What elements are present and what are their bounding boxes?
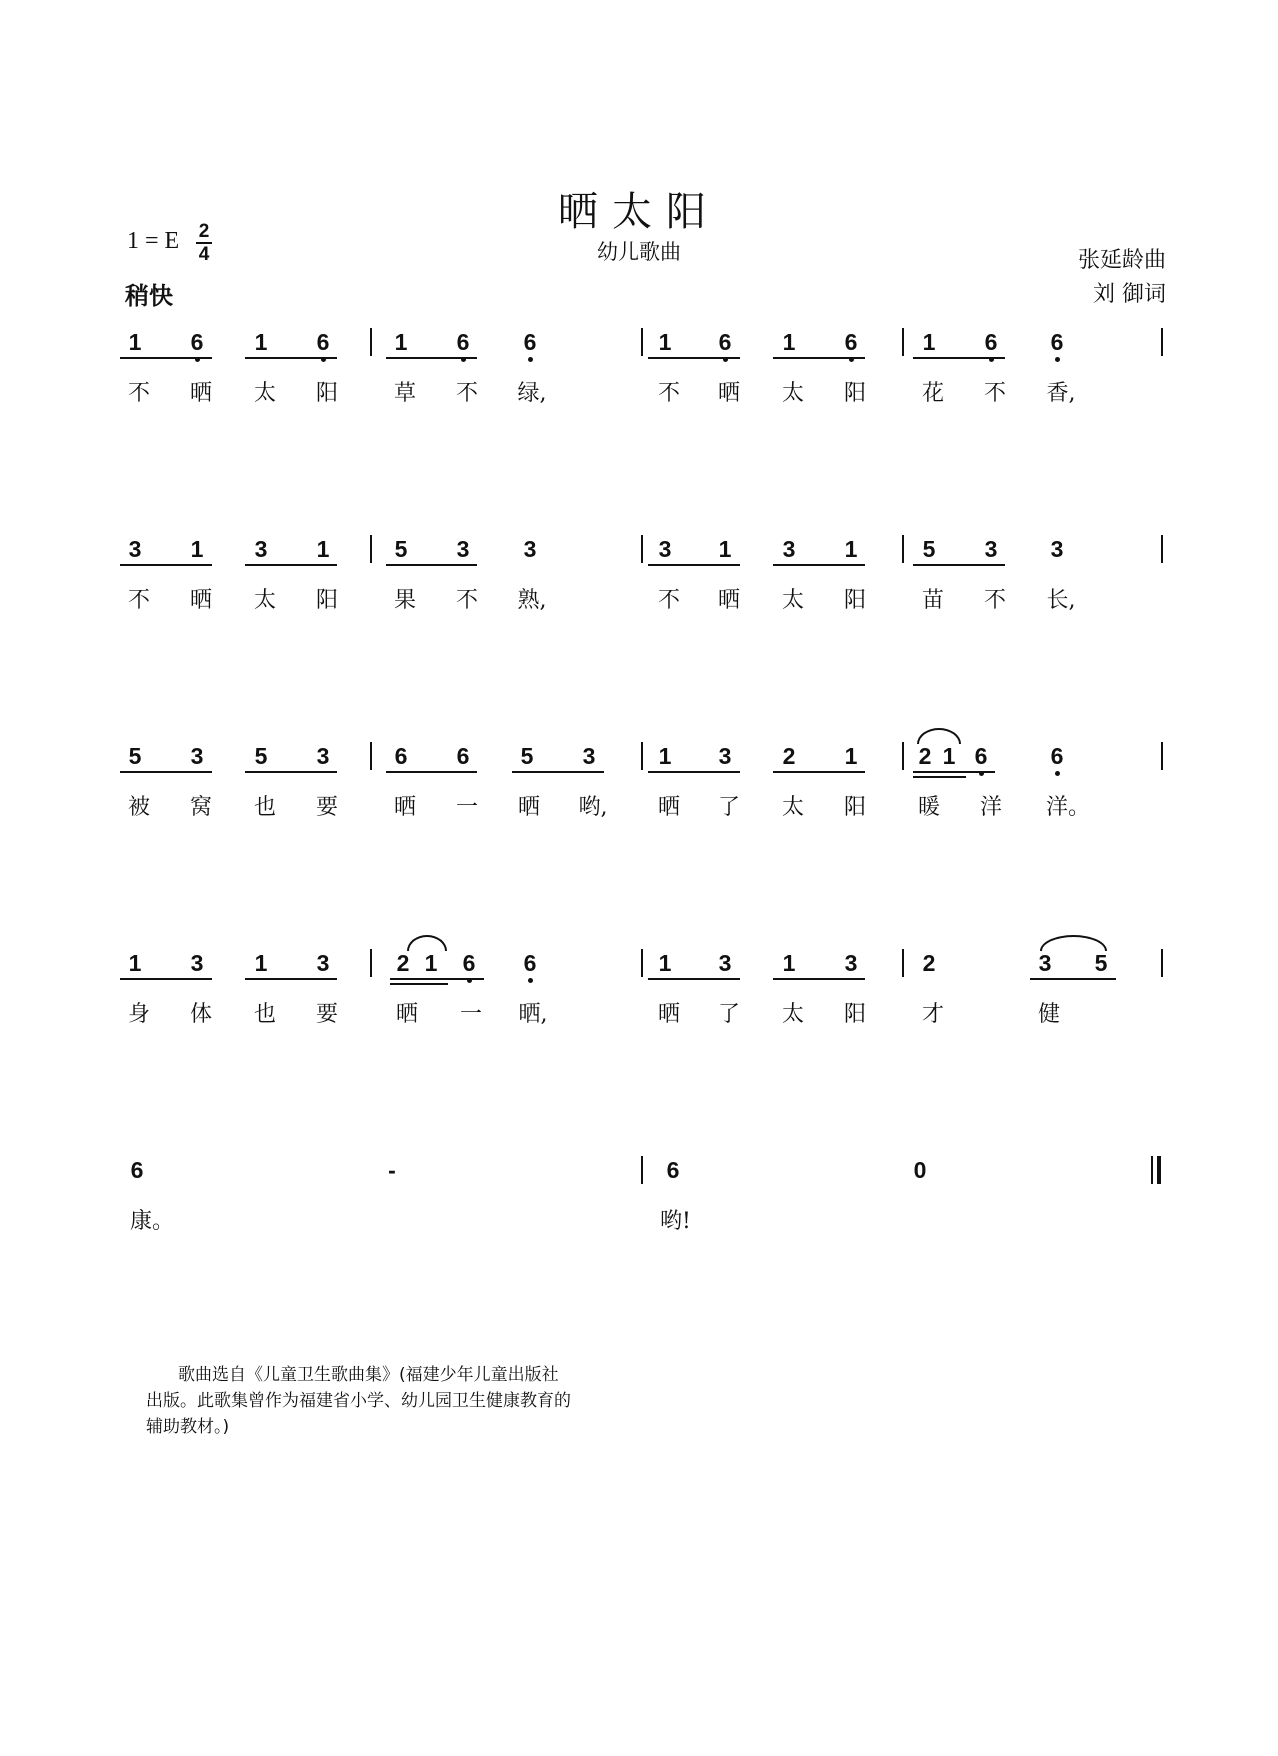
- final-barline-thin: [1151, 1156, 1153, 1184]
- barline: [902, 535, 904, 563]
- note: 3: [254, 536, 268, 562]
- barline: [1161, 949, 1163, 977]
- lyric-syllable: 花: [921, 381, 944, 406]
- note: 3: [190, 950, 204, 976]
- note: 1: [254, 329, 268, 355]
- tie-arc: [1040, 935, 1107, 951]
- lyric-syllable: 太: [253, 381, 276, 406]
- note: 3: [844, 950, 858, 976]
- barline: [641, 535, 643, 563]
- lyric-syllable: 要: [315, 795, 338, 820]
- lyricist-credit: 刘 御词: [1093, 282, 1166, 307]
- lyric-syllable: 体: [189, 1002, 212, 1027]
- eighth-beam: [120, 357, 212, 359]
- note: 1: [844, 536, 858, 562]
- note: 6: [666, 1157, 680, 1183]
- tie-arc: [407, 935, 447, 951]
- barline: [641, 949, 643, 977]
- note: 3: [456, 536, 470, 562]
- lyric-syllable: 阳: [843, 795, 866, 820]
- note: 5: [394, 536, 408, 562]
- lyric-syllable: 要: [315, 1002, 338, 1027]
- tempo-marking: 稍快: [125, 282, 173, 310]
- note: 5: [128, 743, 142, 769]
- footnote-line-1: 歌曲选自《儿童卫生歌曲集》(福建少年儿童出版社: [178, 1365, 559, 1385]
- note: 1: [394, 329, 408, 355]
- lyric-syllable: 窝: [189, 795, 212, 820]
- barline: [641, 1156, 643, 1184]
- note: 3: [782, 536, 796, 562]
- eighth-beam: [773, 771, 865, 773]
- lyric-syllable: 太: [781, 795, 804, 820]
- note: 1: [844, 743, 858, 769]
- lyric-syllable: 阳: [843, 588, 866, 613]
- eighth-beam: [245, 978, 337, 980]
- lyric-syllable: 了: [717, 1002, 740, 1027]
- lyric-syllable: 阳: [315, 381, 338, 406]
- lyric-syllable: 苗: [921, 588, 944, 613]
- lyric-syllable: 洋: [979, 795, 1002, 820]
- lyric-syllable: 晒: [657, 795, 680, 820]
- lyric-syllable: 健: [1037, 1002, 1060, 1027]
- note: 6: [394, 743, 408, 769]
- note: 3: [1038, 950, 1052, 976]
- note: 2: [782, 743, 796, 769]
- barline: [370, 535, 372, 563]
- note: 6: [456, 743, 470, 769]
- lyric-syllable: 晒: [517, 795, 540, 820]
- note: 1: [658, 950, 672, 976]
- lyric-syllable: 晒: [657, 1002, 680, 1027]
- composer-credit: 张延龄曲: [1077, 248, 1166, 273]
- lyric-syllable: 太: [781, 1002, 804, 1027]
- barline: [370, 742, 372, 770]
- note: 1: [424, 950, 438, 976]
- song-title: 晒太阳: [558, 189, 720, 235]
- song-subtitle: 幼儿歌曲: [597, 240, 681, 264]
- lyric-syllable: 阳: [315, 588, 338, 613]
- note: 1: [658, 329, 672, 355]
- eighth-beam: [773, 357, 865, 359]
- lyric-syllable: 不: [983, 588, 1006, 613]
- note: 3: [582, 743, 596, 769]
- sixteenth-beam: [913, 776, 966, 778]
- eighth-beam: [512, 771, 604, 773]
- lyric-syllable: 晒: [717, 381, 740, 406]
- lyric-syllable: 康。: [130, 1209, 175, 1234]
- lyric-syllable: 不: [657, 381, 680, 406]
- lyric-syllable: 洋。: [1046, 795, 1091, 820]
- note: 1: [190, 536, 204, 562]
- lyric-syllable: 哟!: [660, 1209, 691, 1234]
- eighth-beam: [120, 564, 212, 566]
- time-signature: [196, 222, 212, 264]
- lyric-syllable: 也: [253, 1002, 276, 1027]
- time-signature-top: 2: [198, 221, 210, 242]
- eighth-beam: [386, 564, 477, 566]
- eighth-beam: [913, 564, 1005, 566]
- lyric-syllable: 被: [127, 795, 150, 820]
- note: 1: [128, 329, 142, 355]
- barline: [902, 742, 904, 770]
- eighth-beam: [773, 978, 865, 980]
- lyric-syllable: 太: [781, 381, 804, 406]
- lyric-syllable: 才: [921, 1002, 944, 1027]
- lyric-syllable: 果: [393, 588, 416, 613]
- lyric-syllable: 晒: [189, 381, 212, 406]
- note: 3: [718, 950, 732, 976]
- lyric-syllable: 熟,: [517, 588, 547, 613]
- barline: [902, 328, 904, 356]
- note: 5: [1094, 950, 1108, 976]
- octave-dot: [1055, 357, 1060, 362]
- note: 5: [520, 743, 534, 769]
- octave-dot: [1055, 771, 1060, 776]
- note: 3: [316, 743, 330, 769]
- eighth-beam: [648, 978, 740, 980]
- barline: [641, 328, 643, 356]
- footnote-line-3: 辅助教材。): [146, 1417, 230, 1437]
- note: 6: [971, 744, 991, 768]
- eighth-beam: [120, 771, 212, 773]
- key-signature: 1 = E: [127, 228, 180, 254]
- lyric-syllable: 太: [253, 588, 276, 613]
- note: 1: [316, 536, 330, 562]
- footnote-line-2: 出版。此歌集曾作为福建省小学、幼儿园卫生健康教育的: [146, 1391, 571, 1411]
- lyric-syllable: 也: [253, 795, 276, 820]
- lyric-syllable: 长,: [1046, 588, 1076, 613]
- barline: [1161, 328, 1163, 356]
- octave-dot: [528, 978, 533, 983]
- note: 6: [130, 1157, 144, 1183]
- eighth-beam: [386, 771, 477, 773]
- eighth-beam: [913, 357, 1005, 359]
- barline: [370, 949, 372, 977]
- note: 6: [459, 951, 479, 975]
- tie-arc: [917, 728, 961, 744]
- note: 3: [1050, 536, 1064, 562]
- lyric-syllable: 不: [127, 588, 150, 613]
- note: 1: [658, 743, 672, 769]
- barline: [1161, 535, 1163, 563]
- note: 3: [128, 536, 142, 562]
- note: 5: [922, 536, 936, 562]
- lyric-syllable: 阳: [843, 1002, 866, 1027]
- lyric-syllable: 香,: [1046, 381, 1076, 406]
- lyric-syllable: 不: [455, 381, 478, 406]
- eighth-beam: [120, 978, 212, 980]
- eighth-beam: [773, 564, 865, 566]
- note: 3: [984, 536, 998, 562]
- note: 3: [316, 950, 330, 976]
- lyric-syllable: 绿,: [517, 381, 547, 406]
- eighth-beam: [390, 978, 484, 980]
- octave-dot: [528, 357, 533, 362]
- eighth-beam: [913, 771, 995, 773]
- lyric-syllable: 晒: [189, 588, 212, 613]
- note: 3: [190, 743, 204, 769]
- note: 6: [1047, 330, 1067, 354]
- note: 6: [520, 330, 540, 354]
- eighth-beam: [245, 357, 337, 359]
- lyric-syllable: 不: [127, 381, 150, 406]
- note: 6: [981, 330, 1001, 354]
- footnote: [146, 1362, 606, 1440]
- lyric-syllable: 阳: [843, 381, 866, 406]
- note: 1: [718, 536, 732, 562]
- note: 6: [841, 330, 861, 354]
- note: 6: [313, 330, 333, 354]
- note: 6: [1047, 744, 1067, 768]
- note: 2: [922, 950, 936, 976]
- eighth-beam: [648, 771, 740, 773]
- barline: [370, 328, 372, 356]
- lyric-syllable: 一: [459, 1002, 482, 1027]
- note: 2: [396, 950, 410, 976]
- lyric-syllable: 不: [657, 588, 680, 613]
- eighth-beam: [648, 357, 740, 359]
- note: 1: [942, 743, 956, 769]
- note: 2: [918, 743, 932, 769]
- lyric-syllable: 不: [983, 381, 1006, 406]
- eighth-beam: [386, 357, 477, 359]
- note: 1: [782, 950, 796, 976]
- lyric-syllable: 身: [127, 1002, 150, 1027]
- lyric-syllable: 晒: [393, 795, 416, 820]
- eighth-beam: [1030, 978, 1116, 980]
- note: 0: [913, 1157, 927, 1183]
- note: 5: [254, 743, 268, 769]
- note: 1: [254, 950, 268, 976]
- note: 1: [782, 329, 796, 355]
- eighth-beam: [245, 771, 337, 773]
- lyric-syllable: 不: [455, 588, 478, 613]
- note: 3: [658, 536, 672, 562]
- lyric-syllable: 晒: [717, 588, 740, 613]
- lyric-syllable: 太: [781, 588, 804, 613]
- note: 3: [523, 536, 537, 562]
- lyric-syllable: 草: [393, 381, 416, 406]
- sixteenth-beam: [390, 983, 448, 985]
- note: 6: [520, 951, 540, 975]
- note: 1: [128, 950, 142, 976]
- note: 6: [453, 330, 473, 354]
- eighth-beam: [648, 564, 740, 566]
- lyric-syllable: 了: [717, 795, 740, 820]
- note: -: [388, 1157, 396, 1183]
- lyric-syllable: 晒,: [518, 1002, 548, 1027]
- lyric-syllable: 哟,: [578, 795, 608, 820]
- lyric-syllable: 暖: [917, 795, 940, 820]
- note: 1: [922, 329, 936, 355]
- final-barline-thick: [1157, 1156, 1161, 1184]
- note: 6: [187, 330, 207, 354]
- time-signature-bottom: 4: [198, 244, 210, 265]
- eighth-beam: [245, 564, 337, 566]
- barline: [641, 742, 643, 770]
- note: 6: [715, 330, 735, 354]
- barline: [1161, 742, 1163, 770]
- barline: [902, 949, 904, 977]
- note: 3: [718, 743, 732, 769]
- lyric-syllable: 一: [455, 795, 478, 820]
- lyric-syllable: 晒: [395, 1002, 418, 1027]
